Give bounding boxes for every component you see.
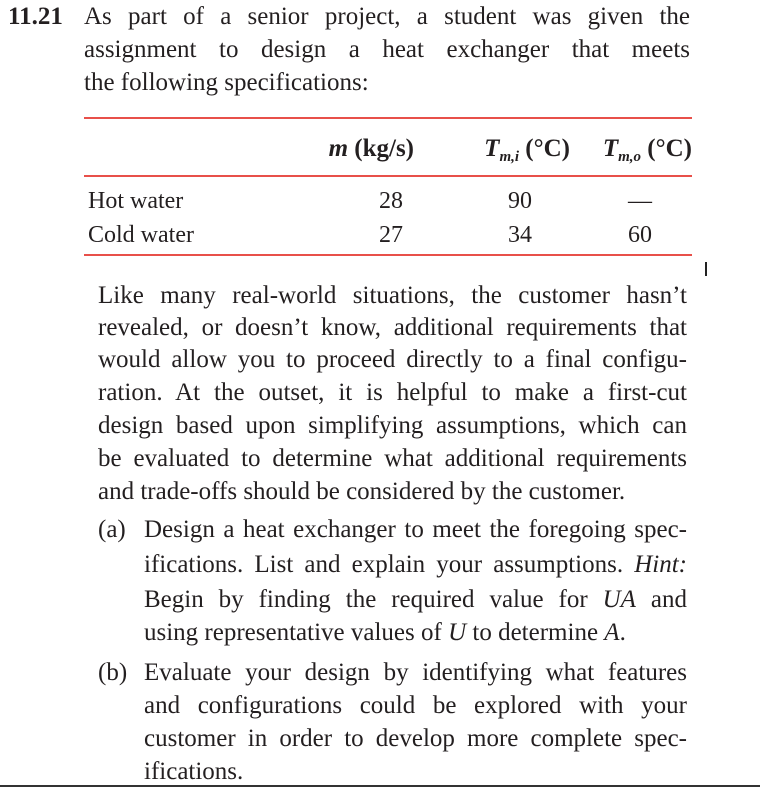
body-line: and trade-offs should be considered by the customer.: [98, 478, 626, 505]
body-line: ration. At the outset, it is helpful to make a first-cut: [98, 379, 687, 406]
intro-line: As part of a senior project, a student was given the: [84, 3, 690, 30]
table-cell: 28: [379, 188, 403, 214]
part-line: Begin by finding the required value for UA and: [144, 586, 687, 613]
problem-number: 11.21: [8, 3, 63, 30]
intro-line: assignment to design a heat exchanger that meets: [84, 36, 690, 63]
table-row-label: Cold water: [88, 222, 194, 248]
table-bottom-rule: [84, 254, 692, 256]
text-cursor: [705, 262, 707, 276]
part-line: and configurations could be explored with your: [144, 692, 687, 719]
table-header-rule: [84, 175, 692, 177]
table-cell: 60: [628, 222, 652, 248]
body-line: Like many real-world situations, the customer hasn’t: [98, 282, 687, 309]
table-cell: —: [628, 188, 652, 214]
table-top-rule: [84, 117, 692, 119]
table-cell: 90: [508, 188, 532, 214]
body-line: would allow you to proceed directly to a final configu-: [98, 346, 687, 373]
part-label: (b): [98, 659, 128, 686]
table-header-cell: $T_{m,o}$ (°C): [602, 135, 692, 165]
part-line: Design a heat exchanger to meet the foregoing spec-: [144, 516, 687, 543]
part-line: ifications. List and explain your assumptions. Hint:: [144, 551, 687, 578]
table-header-cell: $T_{m,i}$ (°C): [484, 135, 570, 165]
body-line: be evaluated to determine what additional requirements: [98, 445, 687, 472]
part-line: using representative values of U to determine A.: [144, 619, 626, 646]
body-line: revealed, or doesn’t know, additional requirements that: [98, 314, 687, 341]
part-label: (a): [98, 516, 126, 543]
part-line: customer in order to develop more complete spec-: [144, 725, 687, 752]
table-cell: 34: [508, 222, 532, 248]
part-line: ifications.: [144, 758, 244, 785]
page-bottom-rule: [0, 785, 760, 787]
part-line: Evaluate your design by identifying what features: [144, 659, 687, 686]
table-cell: 27: [379, 222, 403, 248]
table-header-cell: m (kg/s): [328, 135, 414, 162]
table-row-label: Hot water: [88, 188, 184, 214]
intro-line: the following specifications:: [84, 69, 369, 96]
body-line: design based upon simplifying assumptions, which can: [98, 412, 687, 439]
